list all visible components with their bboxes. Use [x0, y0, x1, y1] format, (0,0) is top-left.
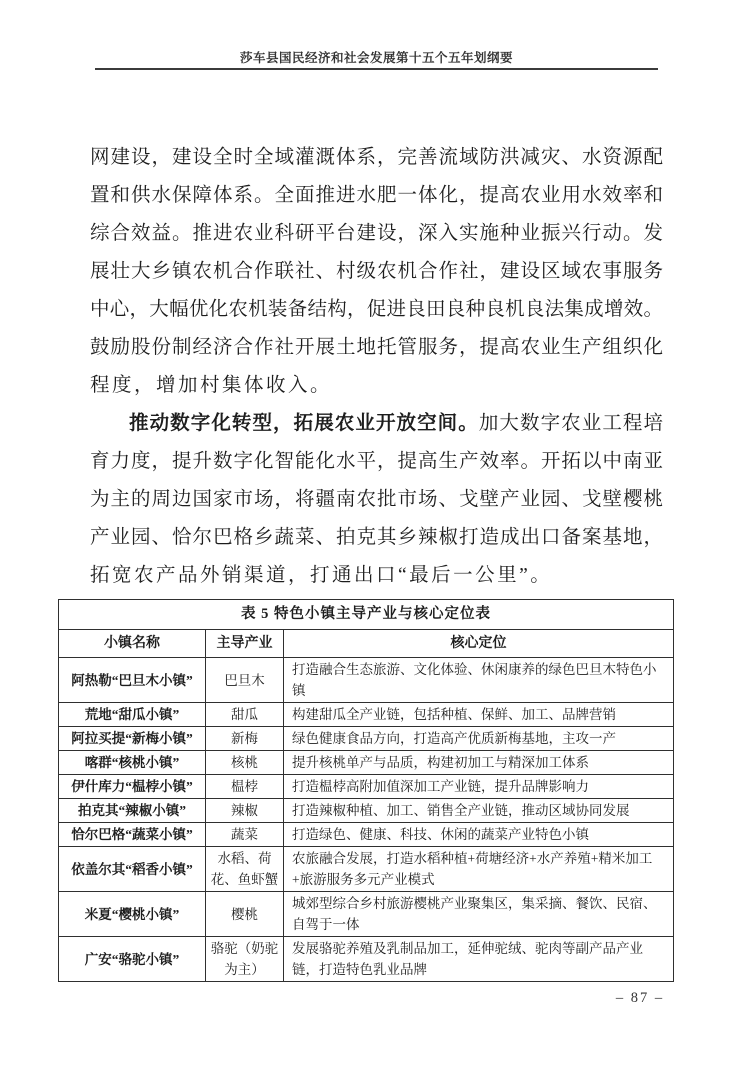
column-header-industry: 主导产业	[206, 630, 284, 658]
paragraph-2	[90, 405, 663, 595]
industry-cell: 新梅	[206, 727, 284, 751]
column-header-town: 小镇名称	[59, 630, 206, 658]
body-line: 育力度，提升数字化智能化水平，提高生产效率。开拓以中南亚	[90, 451, 663, 472]
town-cell: 阿热勒“巴旦木小镇”	[59, 658, 206, 703]
table-row	[59, 847, 674, 892]
body-line: 鼓励股份制经济合作社开展土地托管服务，提高农业生产组织化	[90, 337, 663, 358]
town-cell: 米夏“樱桃小镇”	[59, 892, 206, 937]
body-line: 为主的周边国家市场，将疆南农批市场、戈壁产业园、戈壁樱桃	[90, 489, 663, 510]
table-header-row	[59, 630, 674, 658]
industry-cell: 辣椒	[206, 799, 284, 823]
table-row	[59, 823, 674, 847]
industry-cell: 樱桃	[206, 892, 284, 937]
table-row	[59, 751, 674, 775]
paragraph-lead-rest: 加大数字农业工程培	[478, 413, 663, 434]
industry-cell: 骆驼（奶驼为主）	[206, 937, 284, 982]
town-cell: 荒地“甜瓜小镇”	[59, 703, 206, 727]
industry-cell: 巴旦木	[206, 658, 284, 703]
industry-cell: 甜瓜	[206, 703, 284, 727]
positioning-cell: 构建甜瓜全产业链，包括种植、保鲜、加工、品牌营销	[284, 703, 674, 727]
table-row	[59, 892, 674, 937]
table-title-row	[59, 600, 674, 630]
positioning-cell: 打造榅桲高附加值深加工产业链，提升品牌影响力	[284, 775, 674, 799]
town-cell: 喀群“核桃小镇”	[59, 751, 206, 775]
town-cell: 拍克其“辣椒小镇”	[59, 799, 206, 823]
industry-cell: 榅桲	[206, 775, 284, 799]
positioning-cell: 打造绿色、健康、科技、休闲的蔬菜产业特色小镇	[284, 823, 674, 847]
industry-cell: 蔬菜	[206, 823, 284, 847]
towns-table	[58, 599, 674, 982]
body-line: 拓宽农产品外销渠道，打通出口“最后一公里”。	[90, 565, 553, 586]
positioning-cell: 发展骆驼养殖及乳制品加工，延伸驼绒、驼肉等副产品产业链，打造特色乳业品牌	[284, 937, 674, 982]
positioning-cell: 打造辣椒种植、加工、销售全产业链，推动区域协同发展	[284, 799, 674, 823]
body-line: 程度，增加村集体收入。	[90, 375, 333, 396]
town-cell: 依盖尔其“稻香小镇”	[59, 847, 206, 892]
positioning-cell: 农旅融合发展，打造水稻种植+荷塘经济+水产养殖+精米加工+旅游服务多元产业模式	[284, 847, 674, 892]
industry-cell: 水稻、荷花、鱼虾蟹	[206, 847, 284, 892]
table-row	[59, 775, 674, 799]
table-row	[59, 727, 674, 751]
paragraph-lead-bold: 推动数字化转型，拓展农业开放空间。	[129, 413, 479, 434]
body-line: 网建设，建设全时全域灌溉体系，完善流域防洪减灾、水资源配	[90, 147, 663, 168]
positioning-cell: 绿色健康食品方向，打造高产优质新梅基地，主攻一产	[284, 727, 674, 751]
table-row	[59, 937, 674, 982]
positioning-cell: 提升核桃单产与品质，构建初加工与精深加工体系	[284, 751, 674, 775]
column-header-positioning: 核心定位	[284, 630, 674, 658]
table-row	[59, 703, 674, 727]
positioning-cell: 打造融合生态旅游、文化体验、休闲康养的绿色巴旦木特色小镇	[284, 658, 674, 703]
town-cell: 广安“骆驼小镇”	[59, 937, 206, 982]
paragraph-1	[90, 139, 663, 405]
table-row	[59, 658, 674, 703]
body-line: 置和供水保障体系。全面推进水肥一体化，提高农业用水效率和	[90, 185, 663, 206]
body-line: 展壮大乡镇农机合作联社、村级农机合作社，建设区域农事服务	[90, 261, 663, 282]
town-cell: 恰尔巴格“蔬菜小镇”	[59, 823, 206, 847]
body-line: 中心，大幅优化农机装备结构，促进良田良种良机良法集成增效。	[90, 299, 663, 320]
table-title: 表 5 特色小镇主导产业与核心定位表	[59, 600, 674, 630]
positioning-cell: 城郊型综合乡村旅游樱桃产业聚集区，集采摘、餐饮、民宿、自驾于一体	[284, 892, 674, 937]
page-number: – 87 –	[615, 990, 665, 1006]
body-line: 综合效益。推进农业科研平台建设，深入实施种业振兴行动。发	[90, 223, 663, 244]
town-cell: 阿拉买提“新梅小镇”	[59, 727, 206, 751]
body-line	[90, 405, 663, 443]
body-line: 产业园、恰尔巴格乡蔬菜、拍克其乡辣椒打造成出口备案基地，	[90, 527, 663, 548]
table-row	[59, 799, 674, 823]
town-cell: 伊什库力“榅桲小镇”	[59, 775, 206, 799]
industry-cell: 核桃	[206, 751, 284, 775]
header-rule	[95, 68, 658, 70]
header-title: 莎车县国民经济和社会发展第十五个五年划纲要	[239, 51, 513, 65]
body-text	[90, 139, 663, 595]
